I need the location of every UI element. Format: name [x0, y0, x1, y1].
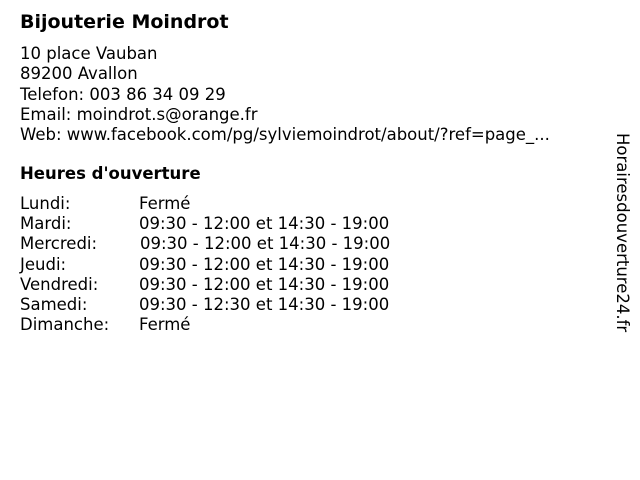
day-label: Jeudi:	[20, 254, 67, 274]
day-label: Samedi:	[20, 294, 88, 314]
phone-number: Telefon: 003 86 34 09 29	[20, 84, 226, 104]
time-value: 09:30 - 12:00 et 14:30 - 19:00	[139, 214, 390, 234]
time-value: 09:30 - 12:00 et 14:30 - 19:00	[139, 254, 390, 274]
website-link[interactable]: Web: www.facebook.com/pg/sylviemoindrot/about/?ref=page_...	[20, 125, 550, 145]
day-label: Vendredi:	[20, 274, 99, 294]
business-name: Bijouterie Moindrot	[20, 11, 229, 33]
address-city: 89200 Avallon	[20, 64, 138, 84]
brand-watermark	[612, 133, 632, 373]
brand-text: Horairesdouverture24.fr	[613, 133, 632, 333]
day-label: Mardi:	[20, 214, 72, 234]
time-value: Fermé	[139, 315, 191, 335]
time-value: 09:30 - 12:00 et 14:30 - 19:00	[140, 234, 391, 254]
time-value: 09:30 - 12:30 et 14:30 - 19:00	[139, 294, 390, 314]
address-street: 10 place Vauban	[20, 44, 158, 63]
contact-info	[20, 44, 550, 145]
hours-heading: Heures d'ouverture	[20, 164, 201, 183]
day-label: Mercredi:	[20, 234, 98, 254]
day-label: Lundi:	[20, 194, 71, 213]
email-address: Email: moindrot.s@orange.fr	[20, 104, 258, 124]
time-value: 09:30 - 12:00 et 14:30 - 19:00	[139, 274, 390, 294]
time-value: Fermé	[139, 194, 191, 213]
day-label: Dimanche:	[20, 315, 110, 335]
